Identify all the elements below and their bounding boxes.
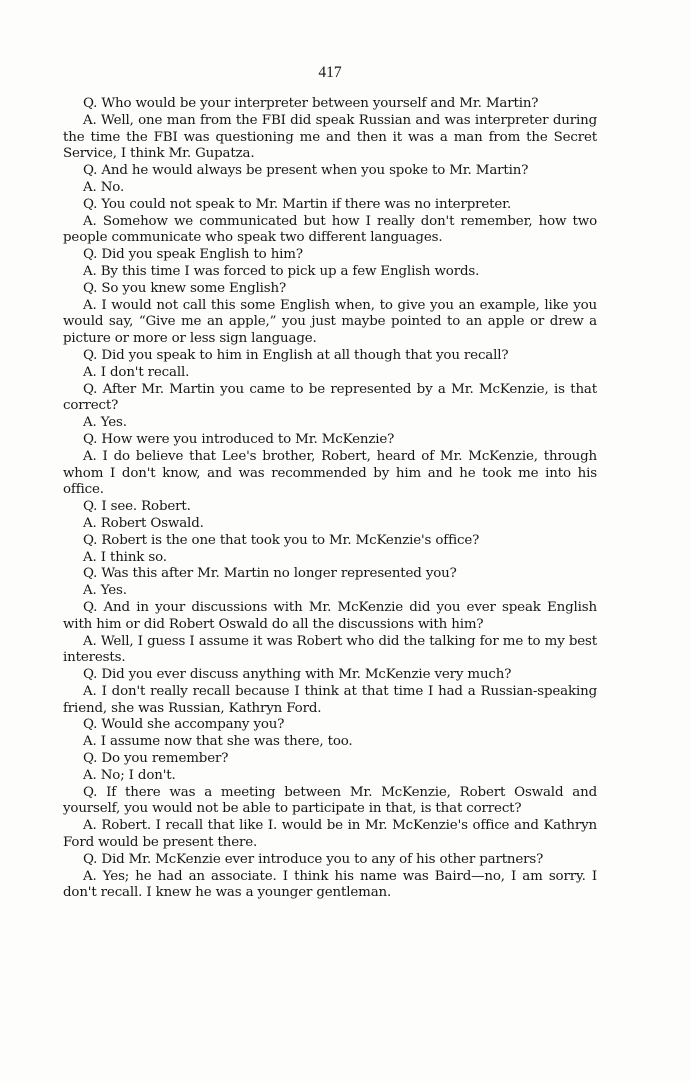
answer-paragraph: A. No.	[83, 179, 125, 195]
question-paragraph: Q. Was this after Mr. Martin no longer represented you?	[83, 566, 457, 582]
answer-paragraph: A. Well, I guess I assume it was Robert who did the talking for me to my best interests.	[63, 633, 597, 666]
question-paragraph: Q. Did you speak English to him?	[83, 247, 303, 263]
question-paragraph: Q. After Mr. Martin you came to be represented by a Mr. McKenzie, is that correct?	[63, 381, 597, 414]
page-number: 417	[318, 64, 342, 81]
question-paragraph: Q. Would she accompany you?	[83, 717, 285, 733]
answer-paragraph: A. Robert Oswald.	[83, 515, 204, 531]
answer-paragraph: A. I assume now that she was there, too.	[83, 734, 353, 750]
question-paragraph: Q. You could not speak to Mr. Martin if there was no interpreter.	[83, 196, 512, 212]
answer-paragraph: A. No; I don't.	[83, 767, 176, 783]
answer-paragraph: A. Well, one man from the FBI did speak Russian and was interpreter during the time the FBI was questioning me and then it was a man from the Secret Service, I think Mr. Gupatza.	[63, 112, 597, 162]
question-paragraph: Q. Did Mr. McKenzie ever introduce you to any of his other partners?	[83, 851, 544, 867]
answer-paragraph: A. I don't recall.	[83, 364, 190, 380]
answer-paragraph: A. By this time I was forced to pick up a few English words.	[83, 263, 480, 279]
answer-paragraph: A. Yes; he had an associate. I think his name was Baird—no, I am sorry. I don't recall. I knew he was a younger gentleman.	[63, 868, 597, 901]
question-paragraph: Q. Robert is the one that took you to Mr. McKenzie's office?	[83, 532, 480, 548]
question-paragraph: Q. I see. Robert.	[83, 499, 191, 515]
question-paragraph: Q. So you knew some English?	[83, 280, 287, 296]
question-paragraph: Q. Did you speak to him in English at all though that you recall?	[83, 347, 509, 363]
answer-paragraph: A. I do believe that Lee's brother, Robert, heard of Mr. McKenzie, through whom I don't know, and was recommended by him and he took me into his office.	[63, 448, 597, 498]
answer-paragraph: A. I think so.	[83, 549, 167, 565]
answer-paragraph: A. Yes.	[83, 583, 127, 599]
question-paragraph: Q. Who would be your interpreter between yourself and Mr. Martin?	[83, 96, 539, 111]
answer-paragraph: A. Yes.	[83, 415, 127, 431]
question-paragraph: Q. And he would always be present when you spoke to Mr. Martin?	[83, 163, 529, 179]
answer-paragraph: A. I don't really recall because I think at that time I had a Russian-speaking friend, she was Russian, Kathryn Ford.	[63, 683, 597, 716]
testimony-transcript	[63, 96, 597, 902]
question-paragraph: Q. Do you remember?	[83, 751, 229, 767]
question-paragraph: Q. How were you introduced to Mr. McKenzie?	[83, 431, 395, 447]
answer-paragraph: A. Somehow we communicated but how I really don't remember, how two people communicate who speak two different languages.	[63, 213, 597, 246]
question-paragraph: Q. And in your discussions with Mr. McKenzie did you ever speak English with him or did Robert Oswald do all the discussions with him?	[63, 599, 597, 632]
question-paragraph: Q. Did you ever discuss anything with Mr. McKenzie very much?	[83, 667, 512, 683]
question-paragraph: Q. If there was a meeting between Mr. McKenzie, Robert Oswald and yourself, you would not be able to participate in that, is that correct?	[63, 784, 597, 817]
document-page	[63, 62, 597, 902]
answer-paragraph: A. Robert. I recall that like I. would be in Mr. McKenzie's office and Kathryn Ford would be present there.	[63, 818, 597, 851]
answer-paragraph: A. I would not call this some English when, to give you an example, like you would say, “Give me an apple,” you just maybe pointed to an apple or drew a picture or more or less sign language.	[63, 297, 597, 347]
